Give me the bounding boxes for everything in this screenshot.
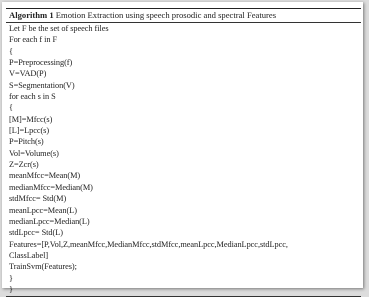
algorithm-line: Let F be the set of speech files bbox=[9, 24, 109, 33]
algorithm-line: stdLpcc= Std(L) bbox=[9, 228, 63, 238]
algorithm-line: } bbox=[9, 273, 13, 283]
algorithm-line: [M]=Mfcc(s) bbox=[9, 114, 53, 124]
algorithm-caption bbox=[6, 9, 361, 22]
algorithm-line: medianMfcc=Median(M) bbox=[9, 182, 93, 192]
algorithm-line: P=Preprocessing(f) bbox=[9, 58, 73, 68]
algorithm-line: for each s in S bbox=[9, 92, 56, 102]
algorithm-line: [L]=Lpcc(s) bbox=[9, 126, 50, 136]
algorithm-title: Emotion Extraction using speech prosodic and spectral Features bbox=[55, 10, 277, 20]
algorithm-block bbox=[6, 8, 361, 297]
algorithm-line: For each f in F bbox=[9, 35, 58, 45]
algorithm-line: ClassLabel] bbox=[9, 250, 49, 260]
algorithm-line: V=VAD(P) bbox=[9, 69, 47, 79]
algorithm-line: TrainSvm(Features); bbox=[9, 262, 77, 272]
algorithm-line: Features=[P,Vol,Z,meanMfcc,MedianMfcc,stdMfcc,meanLpcc,MedianLpcc,stdLpcc, bbox=[9, 239, 288, 249]
algorithm-line: { bbox=[9, 103, 13, 113]
algorithm-line: P=Pitch(s) bbox=[9, 137, 44, 147]
algorithm-line: medianLpcc=Median(L) bbox=[9, 216, 90, 226]
algorithm-body bbox=[6, 23, 361, 295]
document-page bbox=[2, 2, 363, 294]
algorithm-line: { bbox=[9, 46, 13, 56]
algorithm-line: stdMfcc= Std(M) bbox=[9, 194, 67, 204]
algorithm-line: meanLpcc=Mean(L) bbox=[9, 205, 77, 215]
algorithm-label: Algorithm 1 bbox=[9, 10, 54, 20]
algorithm-line: S=Segmentation(V) bbox=[9, 80, 75, 90]
algorithm-line: Vol=Volume(s) bbox=[9, 148, 59, 158]
algorithm-line: meanMfcc=Mean(M) bbox=[9, 171, 81, 181]
algorithm-line: Z=Zcr(s) bbox=[9, 160, 39, 170]
algorithm-line: } bbox=[9, 284, 13, 294]
